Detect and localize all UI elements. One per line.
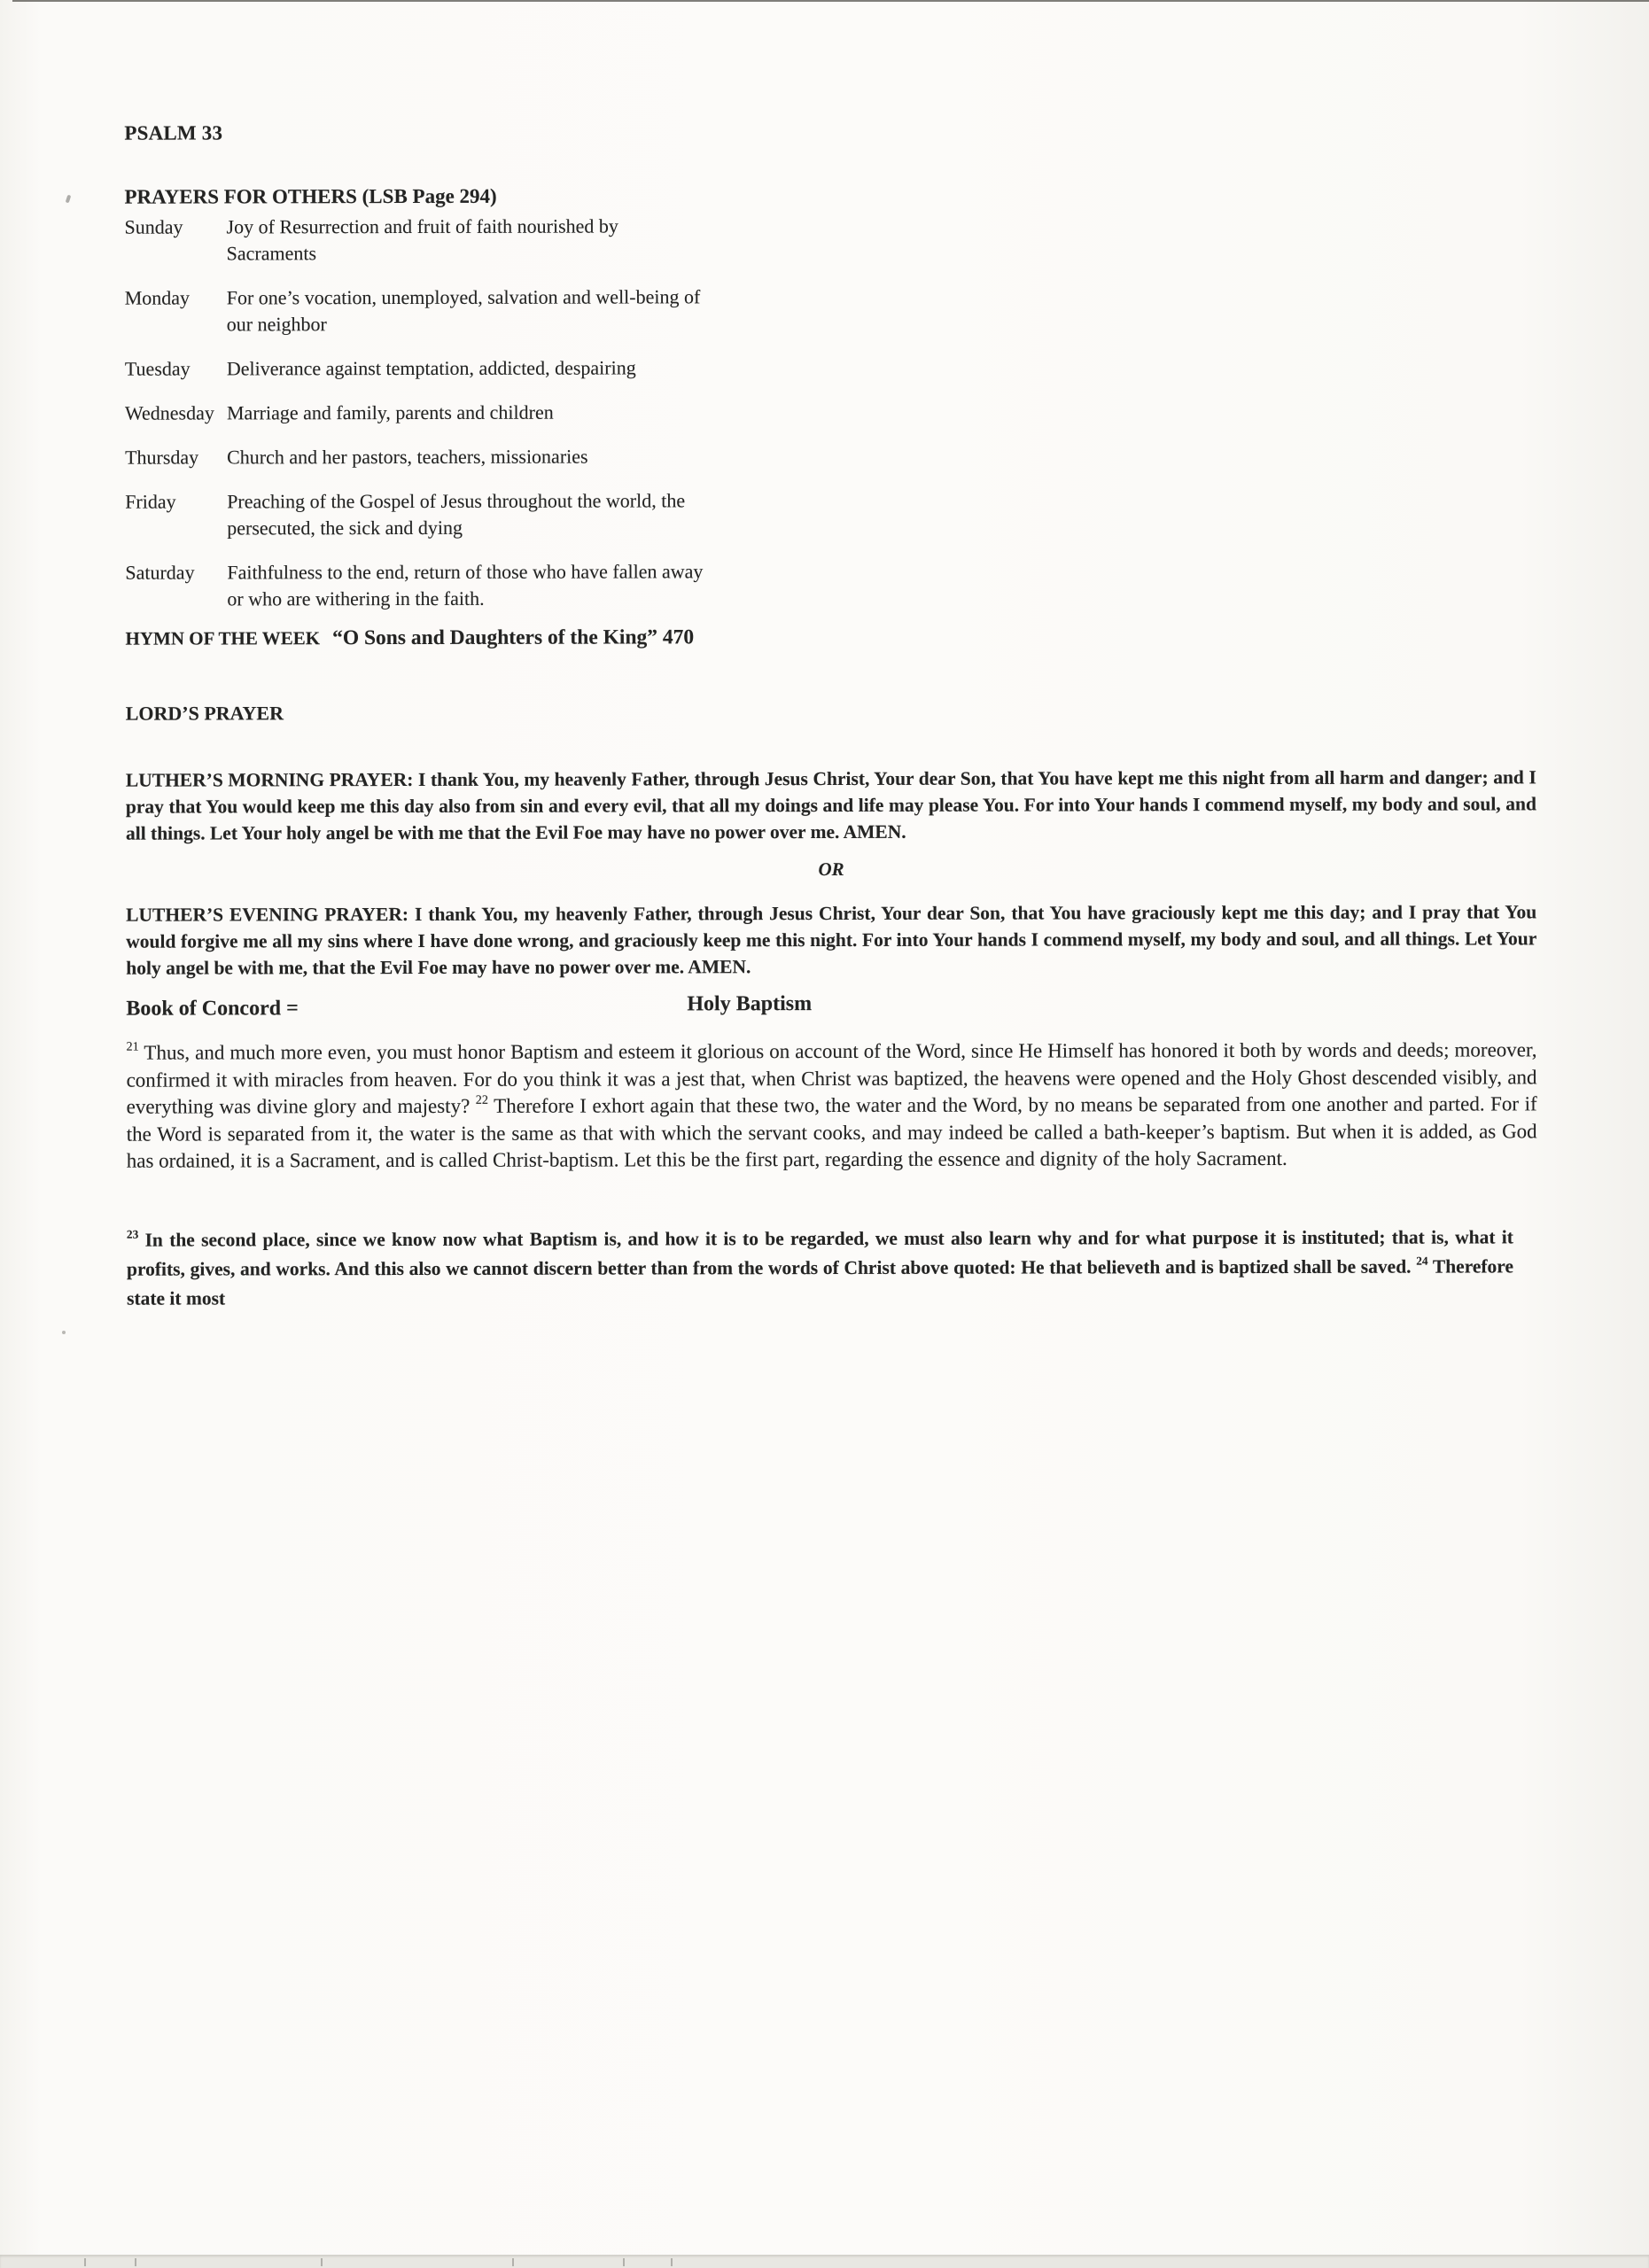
luthers-evening-prayer-paragraph: LUTHER’S EVENING PRAYER: I thank You, my heavenly Father, through Jesus Christ, Your dear Son, that You have graciously kept me this day; and I pray that You would forgive me all my sins where I have done wrong, and graciously keep me this night. For into Your hands I commend myself, my body and soul, and all things. Let Your holy angel be with me, that the Evil Foe may have no power over me. AMEN.	[126, 901, 1537, 979]
paragraph-text: Therefore I exhort again that these two, the water and the Word, by no means be separated from one another and parted. For if the Word is separated from it, the water is the same as that with which the servant cooks, and may indeed be called a bath-keeper’s baptism. But when it is added, as God has ordained, it is a Sacrament, and is called Christ-baptism. Let this be the first part, regarding the essence and dignity of the holy Sacrament.	[126, 1092, 1537, 1172]
verse-number: 23	[126, 1227, 139, 1241]
prayer-day-row	[125, 354, 745, 382]
day-label: Friday	[125, 490, 176, 513]
scan-speck	[623, 2258, 625, 2266]
day-label: Monday	[124, 286, 191, 309]
day-label: Saturday	[125, 561, 195, 584]
hymn-of-the-week-row	[125, 625, 694, 650]
verse-number: 21	[126, 1039, 139, 1055]
prayer-day-row	[125, 558, 745, 612]
day-prayer-text: Preaching of the Gospel of Jesus throughout the world, the persecuted, the sick and dying	[227, 489, 686, 540]
day-label: Sunday	[124, 215, 183, 238]
prayer-day-row	[125, 213, 745, 267]
day-label: Wednesday	[124, 401, 214, 424]
or-separator: OR	[818, 858, 844, 881]
scan-speck	[84, 2258, 86, 2266]
day-prayer-text: Faithfulness to the end, return of those who have fallen away or who are withering in the faith.	[227, 560, 704, 610]
day-prayer-text: Church and her pastors, teachers, missionaries	[227, 445, 588, 469]
day-prayer-text: Marriage and family, parents and children	[226, 400, 554, 424]
scan-speck	[321, 2258, 323, 2266]
prayers-day-list	[125, 213, 746, 630]
lords-prayer-heading: LORD’S PRAYER	[125, 702, 284, 725]
scan-speck	[62, 1331, 66, 1334]
day-prayer-text: Deliverance against temptation, addicted, despairing	[226, 356, 636, 380]
prayer-day-row	[125, 284, 745, 338]
concord-paragraph-23-24	[127, 1223, 1513, 1313]
scan-speck	[66, 195, 72, 204]
prayer-day-row	[125, 487, 745, 541]
page-title: PSALM 33	[124, 121, 223, 144]
concord-section-title: Holy Baptism	[687, 992, 813, 1016]
prayers-for-others-heading: PRAYERS FOR OTHERS (LSB Page 294)	[124, 184, 497, 208]
paragraph-text: Therefore state it most	[127, 1255, 1514, 1309]
scan-speck	[512, 2258, 514, 2266]
prayer-day-row	[125, 399, 745, 426]
day-prayer-text: For one’s vocation, unemployed, salvation and well-being of our neighbor	[226, 285, 701, 336]
scan-speck	[671, 2258, 673, 2266]
hymn-label: HYMN OF THE WEEK	[125, 627, 321, 649]
concord-paragraph-21-22	[126, 1037, 1536, 1175]
verse-number: 24	[1416, 1254, 1428, 1268]
day-label: Thursday	[125, 446, 199, 469]
paragraph-text: In the second place, since we know now what Baptism is, and how it is to be regarded, we must also learn why and for what purpose it is instituted; that is, what it profits, gives, and works. And this also we cannot discern better than from the words of Christ above quoted: He that believeth and is baptized shall be saved.	[126, 1226, 1513, 1280]
book-of-concord-header-row	[126, 994, 1536, 1021]
paragraph-text: Thus, and much more even, you must honor Baptism and esteem it glorious on account of the Word, since He Himself has honored it both by words and deeds; moreover, confirmed it with miracles from heaven. For do you think it was a jest that, when Christ was baptized, the heavens were opened and the Holy Ghost descended visibly, and everything was divine glory and majesty?	[126, 1038, 1537, 1118]
scan-top-edge-line	[12, 0, 1649, 2]
scan-speck	[135, 2258, 136, 2266]
concord-source-label: Book of Concord =	[126, 997, 299, 1021]
hymn-title-and-number: “O Sons and Daughters of the King” 470	[332, 625, 695, 650]
day-prayer-text: Joy of Resurrection and fruit of faith nourished by Sacraments	[226, 214, 618, 265]
verse-number: 22	[475, 1093, 489, 1108]
scan-bottom-edge-strip	[0, 2255, 1649, 2268]
luthers-morning-prayer-paragraph: LUTHER’S MORNING PRAYER: I thank You, my heavenly Father, through Jesus Christ, Your dear Son, that You have kept me this night from all harm and danger; and I pray that You would keep me this day also from sin and every evil, that all my doings and life may please You. For into Your hands I commend myself, my body and soul, and all things. Let Your holy angel be with me that the Evil Foe may have no power over me. AMEN.	[125, 766, 1536, 844]
prayer-day-row	[125, 443, 745, 470]
day-label: Tuesday	[124, 357, 191, 380]
